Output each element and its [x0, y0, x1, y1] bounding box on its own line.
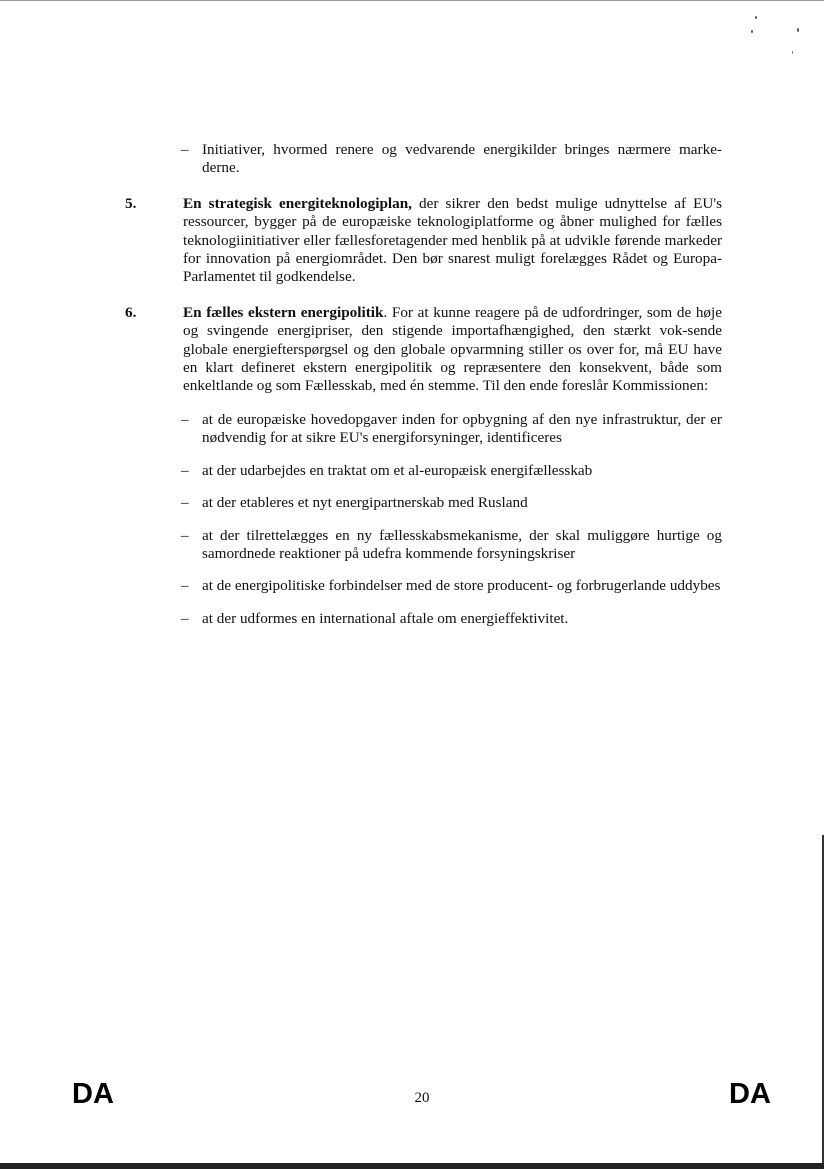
section-text: . For at kunne reagere på de udfordringer, som de høje og svingende energipriser, den stigende importafhængighed, den stærkt vok-sende globale energiefterspørgsel og den globale opvarmning stiller os over for, må EU have en klart defineret ekstern energipolitik og repræsentere den konsekvent, både som enkeltlande og som Fællesskab, med én stemme. Til den ende foreslår Kommissionen:	[183, 303, 722, 395]
list-dash: –	[181, 494, 189, 512]
list-item	[124, 411, 722, 448]
list-item-text: at de europæiske hovedopgaver inden for opbygning af den nye infrastruktur, der er nødvendig for at sikre EU's energiforsyninger, identificeres	[202, 410, 722, 447]
scan-edge-top	[0, 0, 824, 1]
language-code-right: DA	[729, 1078, 771, 1110]
list-dash: –	[181, 609, 189, 627]
section-5	[124, 195, 722, 287]
document-body	[124, 141, 722, 628]
page-number: 20	[414, 1090, 430, 1106]
list-item	[124, 527, 722, 564]
list-item-text: at der udformes en international aftale om energieffektivitet.	[202, 609, 569, 627]
scan-speck	[797, 28, 799, 32]
section-text: der sikrer den bedst mulige udnyttelse af EU's ressourcer, bygger på de europæiske teknologiplatforme og åbner mulighed for fælles teknologiinitiativer eller fællesforetagender med henblik på at udvikle førende markeder for innovation på energiområdet. Den bør snarest muligt forelægges Rådet og Europa-Parlamentet til godkendelse.	[183, 194, 722, 286]
section-number: 5.	[125, 194, 137, 212]
section-number: 6.	[125, 303, 137, 321]
list-dash: –	[181, 577, 189, 595]
section-lead: En fælles ekstern energipolitik	[183, 303, 384, 321]
list-item	[124, 577, 722, 595]
list-item-text: at der etableres et nyt energipartnerskab med Rusland	[202, 494, 528, 512]
list-dash: –	[181, 410, 189, 428]
list-item	[124, 610, 722, 628]
list-item	[124, 494, 722, 512]
section-lead: En strategisk energiteknologiplan,	[183, 194, 412, 212]
list-item-text: Initiativer, hvormed renere og vedvarende energikilder bringes nærmere marke-derne.	[202, 141, 722, 177]
scan-speck	[755, 16, 757, 19]
list-item-text: at der tilrettelægges en ny fællesskabsmekanisme, der skal muliggøre hurtige og samordnede reaktioner på udefra kommende forsyningskriser	[202, 526, 722, 562]
list-item-text: at de energipolitiske forbindelser med de store producent- og forbrugerlande uddybes	[202, 577, 721, 595]
section-6	[124, 304, 722, 396]
list-dash: –	[181, 461, 189, 479]
list-dash: –	[181, 141, 189, 158]
list-item-text: at der udarbejdes en traktat om et al-europæisk energifællesskab	[202, 461, 593, 479]
scan-speck	[751, 30, 753, 33]
list-dash: –	[181, 526, 189, 544]
intro-list-item	[124, 141, 722, 178]
language-code-left: DA	[72, 1078, 114, 1110]
scan-speck	[792, 51, 793, 54]
scan-edge-bottom	[0, 1163, 824, 1169]
list-item	[124, 462, 722, 480]
